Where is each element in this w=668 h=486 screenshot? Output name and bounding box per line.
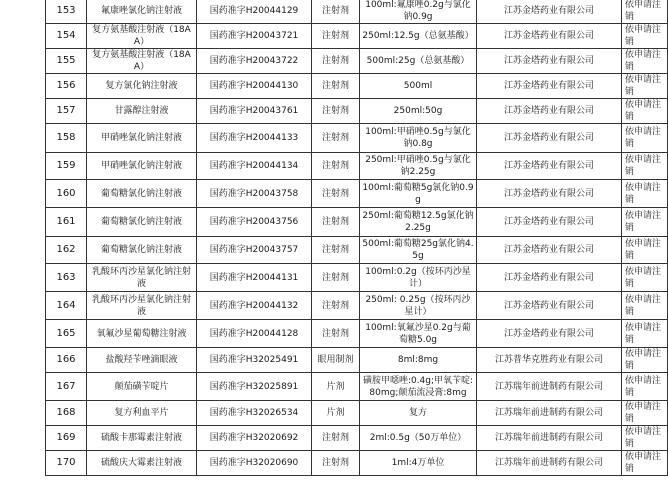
specification: 100ml:氧氟沙星0.2g与葡萄糖5.0g <box>360 320 477 348</box>
drug-name: 复方利血平片 <box>87 401 197 426</box>
drug-name: 复方氨基酸注射液（18AA） <box>87 49 197 74</box>
dosage-form: 注射剂 <box>312 24 360 49</box>
specification: 250ml:50g <box>360 99 477 124</box>
specification: 磺胺甲噁唑:0.4g;甲氧苄啶:80mg;颠茄流浸膏:8mg <box>360 373 477 401</box>
company-name: 江苏金塔药业有限公司 <box>477 99 622 124</box>
table-row <box>46 237 668 264</box>
dosage-form: 片剂 <box>312 373 360 401</box>
company-name: 江苏金塔药业有限公司 <box>477 124 622 153</box>
table-body <box>46 0 668 476</box>
cancellation-reason: 依申请注销 <box>622 264 668 292</box>
company-name: 江苏金塔药业有限公司 <box>477 153 622 180</box>
cancellation-reason: 依申请注销 <box>622 180 668 208</box>
table-row <box>46 153 668 180</box>
drug-name: 氧氟沙星葡萄糖注射液 <box>87 320 197 348</box>
approval-number: 国药准字H20043761 <box>197 99 312 124</box>
specification: 100ml:氟康唑0.2g与氯化钠0.9g <box>360 0 477 24</box>
approval-number: 国药准字H20043756 <box>197 208 312 237</box>
specification: 8ml:8mg <box>360 348 477 373</box>
drug-name: 硫酸庆大霉素注射液 <box>87 451 197 476</box>
row-number: 163 <box>46 264 87 292</box>
company-name: 江苏金塔药业有限公司 <box>477 49 622 74</box>
approval-number: 国药准字H20044129 <box>197 0 312 24</box>
drug-name: 葡萄糖氯化钠注射液 <box>87 208 197 237</box>
table-row <box>46 426 668 451</box>
row-number: 160 <box>46 180 87 208</box>
specification: 250ml:甲硝唑0.5g与氯化钠2.25g <box>360 153 477 180</box>
dosage-form: 注射剂 <box>312 237 360 264</box>
cancellation-reason: 依申请注销 <box>622 74 668 99</box>
specification: 2ml:0.5g（50万单位） <box>360 426 477 451</box>
table-row <box>46 124 668 153</box>
company-name: 江苏金塔药业有限公司 <box>477 0 622 24</box>
company-name: 江苏金塔药业有限公司 <box>477 320 622 348</box>
company-name: 江苏金塔药业有限公司 <box>477 74 622 99</box>
approval-number: 国药准字H20043757 <box>197 237 312 264</box>
company-name: 江苏金塔药业有限公司 <box>477 237 622 264</box>
specification: 100ml:0.2g（按环丙沙星计） <box>360 264 477 292</box>
row-number: 169 <box>46 426 87 451</box>
company-name: 江苏瑞年前进制药有限公司 <box>477 373 622 401</box>
table-row <box>46 401 668 426</box>
table-row <box>46 0 668 24</box>
table-row <box>46 74 668 99</box>
dosage-form: 注射剂 <box>312 99 360 124</box>
row-number: 170 <box>46 451 87 476</box>
drug-name: 复方氨基酸注射液（18AA） <box>87 24 197 49</box>
company-name: 江苏金塔药业有限公司 <box>477 208 622 237</box>
table-row <box>46 99 668 124</box>
cancellation-reason: 依申请注销 <box>622 124 668 153</box>
drug-name: 盐酸羟苄唑滴眼液 <box>87 348 197 373</box>
drug-cancellation-table <box>45 0 668 476</box>
approval-number: 国药准字H20044132 <box>197 292 312 320</box>
approval-number: 国药准字H20044131 <box>197 264 312 292</box>
row-number: 158 <box>46 124 87 153</box>
drug-name: 乳酸环丙沙星氯化钠注射液 <box>87 264 197 292</box>
row-number: 161 <box>46 208 87 237</box>
table-row <box>46 264 668 292</box>
table-row <box>46 24 668 49</box>
table-row <box>46 373 668 401</box>
row-number: 168 <box>46 401 87 426</box>
cancellation-reason: 依申请注销 <box>622 401 668 426</box>
row-number: 159 <box>46 153 87 180</box>
row-number: 157 <box>46 99 87 124</box>
approval-number: 国药准字H20044133 <box>197 124 312 153</box>
approval-number: 国药准字H32020692 <box>197 426 312 451</box>
company-name: 江苏金塔药业有限公司 <box>477 264 622 292</box>
cancellation-reason: 依申请注销 <box>622 153 668 180</box>
specification: 500ml:葡萄糖25g氯化钠4.5g <box>360 237 477 264</box>
dosage-form: 片剂 <box>312 401 360 426</box>
drug-name: 甘露醇注射液 <box>87 99 197 124</box>
specification: 250ml:葡萄糖12.5g氯化钠2.25g <box>360 208 477 237</box>
row-number: 167 <box>46 373 87 401</box>
row-number: 166 <box>46 348 87 373</box>
company-name: 江苏金塔药业有限公司 <box>477 180 622 208</box>
drug-name: 甲硝唑氯化钠注射液 <box>87 153 197 180</box>
dosage-form: 注射剂 <box>312 320 360 348</box>
approval-number: 国药准字H32026534 <box>197 401 312 426</box>
approval-number: 国药准字H20044128 <box>197 320 312 348</box>
approval-number: 国药准字H32020690 <box>197 451 312 476</box>
specification: 250ml: 0.25g（按环丙沙星计） <box>360 292 477 320</box>
drug-name: 乳酸环丙沙星氯化钠注射液 <box>87 292 197 320</box>
specification: 250ml:12.5g（总氨基酸） <box>360 24 477 49</box>
row-number: 162 <box>46 237 87 264</box>
cancellation-reason: 依申请注销 <box>622 99 668 124</box>
company-name: 江苏瑞年前进制药有限公司 <box>477 451 622 476</box>
cancellation-reason: 依申请注销 <box>622 292 668 320</box>
dosage-form: 注射剂 <box>312 49 360 74</box>
dosage-form: 注射剂 <box>312 180 360 208</box>
approval-number: 国药准字H20043758 <box>197 180 312 208</box>
company-name: 江苏瑞年前进制药有限公司 <box>477 401 622 426</box>
dosage-form: 注射剂 <box>312 74 360 99</box>
table-row <box>46 49 668 74</box>
approval-number: 国药准字H32025491 <box>197 348 312 373</box>
table-row <box>46 451 668 476</box>
drug-name: 颠茄磺苄啶片 <box>87 373 197 401</box>
row-number: 165 <box>46 320 87 348</box>
approval-number: 国药准字H20044134 <box>197 153 312 180</box>
cancellation-reason: 依申请注销 <box>622 426 668 451</box>
cancellation-reason: 依申请注销 <box>622 451 668 476</box>
dosage-form: 注射剂 <box>312 0 360 24</box>
company-name: 江苏瑞年前进制药有限公司 <box>477 426 622 451</box>
company-name: 江苏金塔药业有限公司 <box>477 292 622 320</box>
cancellation-reason: 依申请注销 <box>622 237 668 264</box>
approval-number: 国药准字H20043722 <box>197 49 312 74</box>
dosage-form: 注射剂 <box>312 153 360 180</box>
specification: 500ml <box>360 74 477 99</box>
table-row <box>46 292 668 320</box>
approval-number: 国药准字H20043721 <box>197 24 312 49</box>
approval-number: 国药准字H32025891 <box>197 373 312 401</box>
row-number: 154 <box>46 24 87 49</box>
specification: 500ml:25g（总氨基酸） <box>360 49 477 74</box>
cancellation-reason: 依申请注销 <box>622 0 668 24</box>
approval-number: 国药准字H20044130 <box>197 74 312 99</box>
cancellation-reason: 依申请注销 <box>622 49 668 74</box>
dosage-form: 注射剂 <box>312 451 360 476</box>
dosage-form: 注射剂 <box>312 426 360 451</box>
specification: 100ml:甲硝唑0.5g与氯化钠0.8g <box>360 124 477 153</box>
table-row <box>46 320 668 348</box>
dosage-form: 眼用制剂 <box>312 348 360 373</box>
cancellation-reason: 依申请注销 <box>622 373 668 401</box>
cancellation-reason: 依申请注销 <box>622 348 668 373</box>
row-number: 155 <box>46 49 87 74</box>
drug-name: 葡萄糖氯化钠注射液 <box>87 237 197 264</box>
company-name: 江苏金塔药业有限公司 <box>477 24 622 49</box>
specification: 100ml:葡萄糖5g氯化钠0.9g <box>360 180 477 208</box>
row-number: 156 <box>46 74 87 99</box>
row-number: 153 <box>46 0 87 24</box>
drug-name: 葡萄糖氯化钠注射液 <box>87 180 197 208</box>
row-number: 164 <box>46 292 87 320</box>
drug-name: 复方氯化钠注射液 <box>87 74 197 99</box>
specification: 复方 <box>360 401 477 426</box>
drug-name: 甲硝唑氯化钠注射液 <box>87 124 197 153</box>
company-name: 江苏普华克胜药业有限公司 <box>477 348 622 373</box>
cancellation-reason: 依申请注销 <box>622 320 668 348</box>
table-row <box>46 208 668 237</box>
cancellation-reason: 依申请注销 <box>622 24 668 49</box>
dosage-form: 注射剂 <box>312 264 360 292</box>
table-row <box>46 180 668 208</box>
dosage-form: 注射剂 <box>312 208 360 237</box>
dosage-form: 注射剂 <box>312 124 360 153</box>
drug-name: 氟康唑氯化钠注射液 <box>87 0 197 24</box>
cancellation-reason: 依申请注销 <box>622 208 668 237</box>
table-row <box>46 348 668 373</box>
drug-name: 硫酸卡那霉素注射液 <box>87 426 197 451</box>
specification: 1ml:4万单位 <box>360 451 477 476</box>
dosage-form: 注射剂 <box>312 292 360 320</box>
